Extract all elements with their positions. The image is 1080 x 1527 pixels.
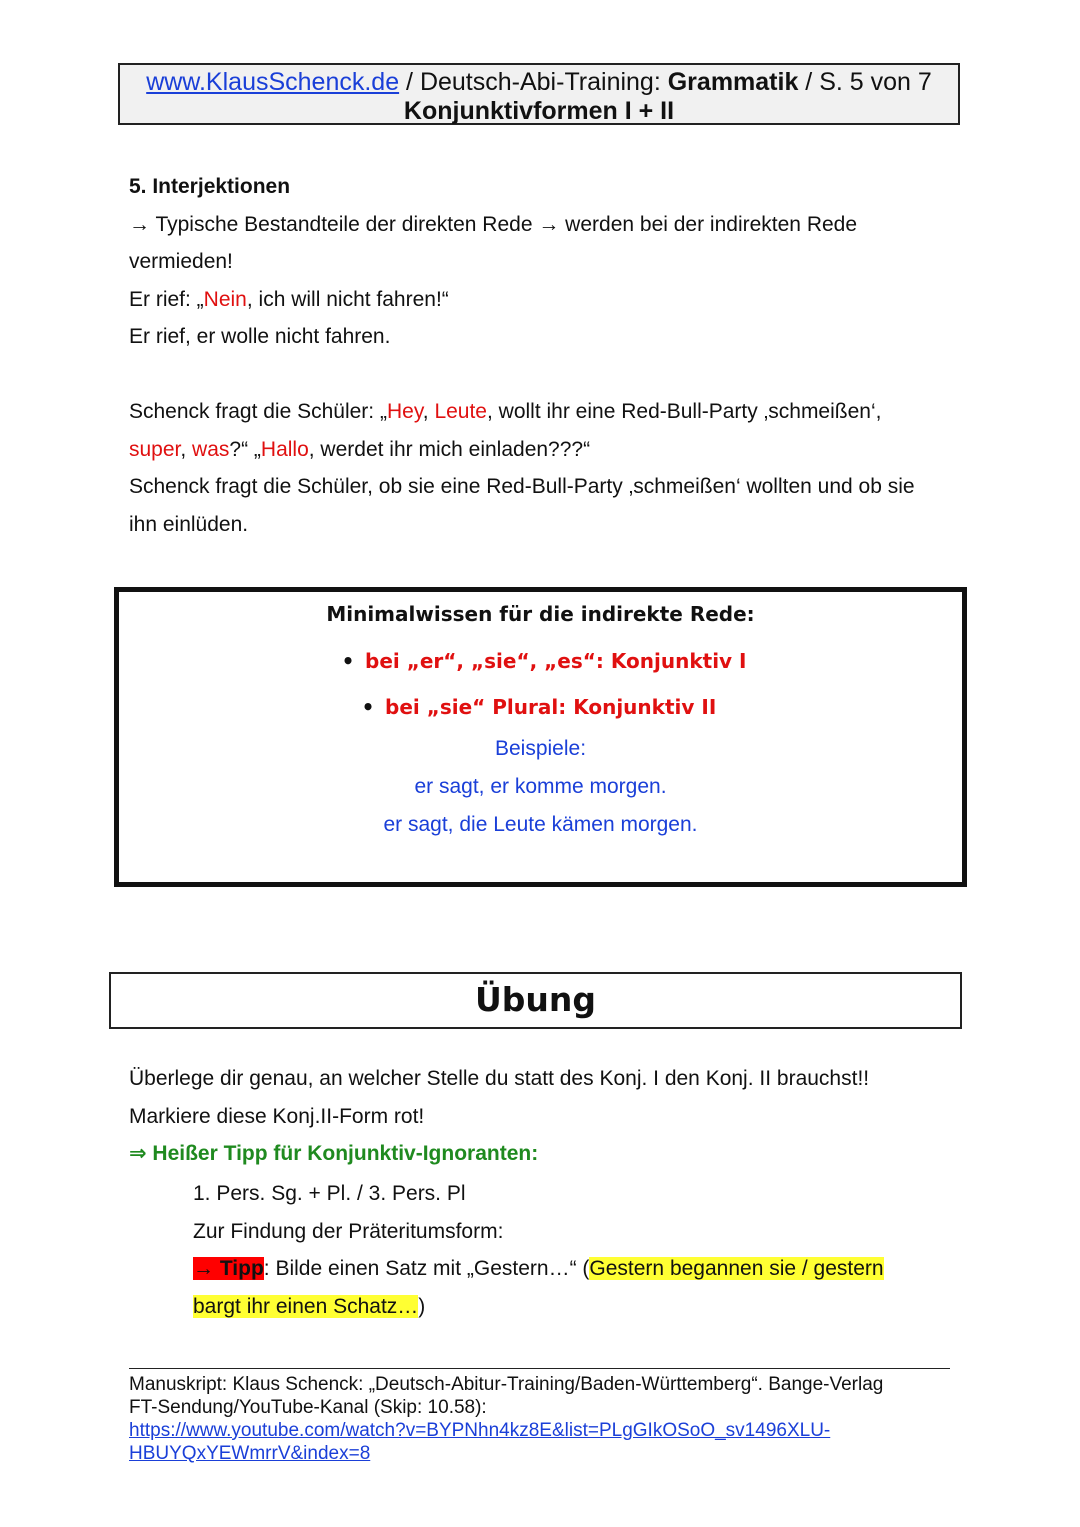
text-span: ?“ „ [229, 437, 261, 461]
highlighted-example: bargt ihr einen Schatz… [193, 1294, 419, 1318]
minimal-knowledge-box [114, 587, 967, 887]
text-span: , wollt ihr eine Red-Bull-Party ‚schmeißen‘, [487, 400, 882, 423]
interjection-highlight: Nein [203, 287, 247, 311]
site-link[interactable]: www.KlausSchenck.de [146, 68, 400, 96]
footer-divider [129, 1368, 950, 1369]
footer [129, 1373, 969, 1465]
youtube-link-part[interactable]: https://www.youtube.com/watch?v=BYPNhn4kz8E&list=PLgGIkOSoO_sv1496XLU- [129, 1420, 831, 1441]
exercise-title-box [109, 972, 962, 1029]
header-course: / Deutsch-Abi-Training: [399, 68, 668, 96]
bullet-konjunktiv-2 [351, 695, 716, 719]
bullet-icon: • [361, 695, 375, 719]
youtube-link-part[interactable]: HBUYQxYEWmrrV&index=8 [129, 1443, 371, 1464]
interjection-highlight: Leute [434, 400, 487, 423]
text-span: Schenck fragt die Schüler: „ [129, 400, 387, 423]
example-indirect: Er rief, er wolle nicht fahren. [129, 325, 391, 348]
footer-youtube-link[interactable] [129, 1442, 969, 1465]
schenck-line-3: Schenck fragt die Schüler, ob sie eine Red-Bull-Party ‚schmeißen‘ wollten und ob sie [129, 475, 915, 498]
schenck-line-2 [129, 431, 959, 469]
footer-broadcast: FT-Sendung/YouTube-Kanal (Skip: 10.58): [129, 1397, 487, 1418]
example-line: er sagt, die Leute kämen morgen. [383, 813, 698, 836]
tip-persons: 1. Pers. Sg. + Pl. / 3. Pers. Pl [193, 1182, 466, 1205]
header-page-number: / S. 5 von 7 [798, 68, 932, 96]
interjection-highlight: Hey [386, 400, 423, 423]
header-title: Konjunktivformen I + II [403, 97, 675, 125]
section-text-line: vermieden! [129, 250, 233, 273]
bullet-text: bei „er“, „sie“, „es“: Konjunktiv I [365, 649, 747, 673]
page-header [118, 63, 960, 125]
tip-heading: ⇒ Heißer Tipp für Konjunktiv-Ignoranten: [129, 1142, 539, 1165]
exercise-instructions [129, 1060, 959, 1173]
header-line-1 [120, 68, 958, 97]
bullet-konjunktiv-1 [331, 649, 746, 673]
tip-sentence-line-1 [193, 1250, 953, 1288]
tipp-label: → Tipp [193, 1257, 264, 1280]
tip-details [193, 1175, 953, 1325]
highlighted-example: Gestern begannen sie / gestern [589, 1257, 884, 1280]
interjection-highlight: super [129, 437, 181, 461]
example-line: er sagt, er komme morgen. [414, 775, 667, 798]
header-subject: Grammatik [667, 68, 799, 96]
instruction-line: Markiere diese Konj.II-Form rot! [129, 1104, 425, 1128]
schenck-example [129, 393, 959, 543]
footer-youtube-link[interactable] [129, 1419, 969, 1442]
section-text-line: → Typische Bestandteile der direkten Rede → werden bei der indirekten Rede [129, 212, 858, 236]
text-span: , werdet ihr mich einladen???“ [308, 437, 591, 461]
text-span: , [422, 400, 435, 423]
examples-label: Beispiele: [494, 737, 587, 760]
example-direct [129, 281, 959, 319]
tip-finding: Zur Findung der Präteritumsform: [193, 1219, 504, 1243]
text-span: : Bilde einen Satz mit „Gestern…“ ( [263, 1257, 590, 1280]
bullet-text: bei „sie“ Plural: Konjunktiv II [385, 695, 717, 719]
exercise-title: Übung [474, 980, 597, 1019]
interjection-highlight: Hallo [260, 437, 309, 461]
schenck-line-1 [129, 393, 959, 431]
schenck-line-4: ihn einlüden. [129, 512, 249, 536]
section-interjektionen [129, 168, 959, 356]
bullet-icon: • [341, 649, 355, 673]
box-title: Minimalwissen für die indirekte Rede: [326, 602, 755, 626]
text-span: , [180, 437, 193, 461]
text-span: Er rief: „ [129, 287, 204, 311]
instruction-line: Überlege dir genau, an welcher Stelle du statt des Konj. I den Konj. II brauchst!! [129, 1067, 870, 1090]
text-span: , ich will nicht fahren!“ [246, 287, 449, 311]
tip-sentence-line-2 [193, 1288, 953, 1326]
footer-manuscript: Manuskript: Klaus Schenck: „Deutsch-Abitur-Training/Baden-Württemberg“. Bange-Verlag [129, 1374, 884, 1395]
interjection-highlight: was [192, 437, 230, 461]
section-heading: 5. Interjektionen [129, 175, 291, 198]
text-span: ) [418, 1294, 426, 1318]
